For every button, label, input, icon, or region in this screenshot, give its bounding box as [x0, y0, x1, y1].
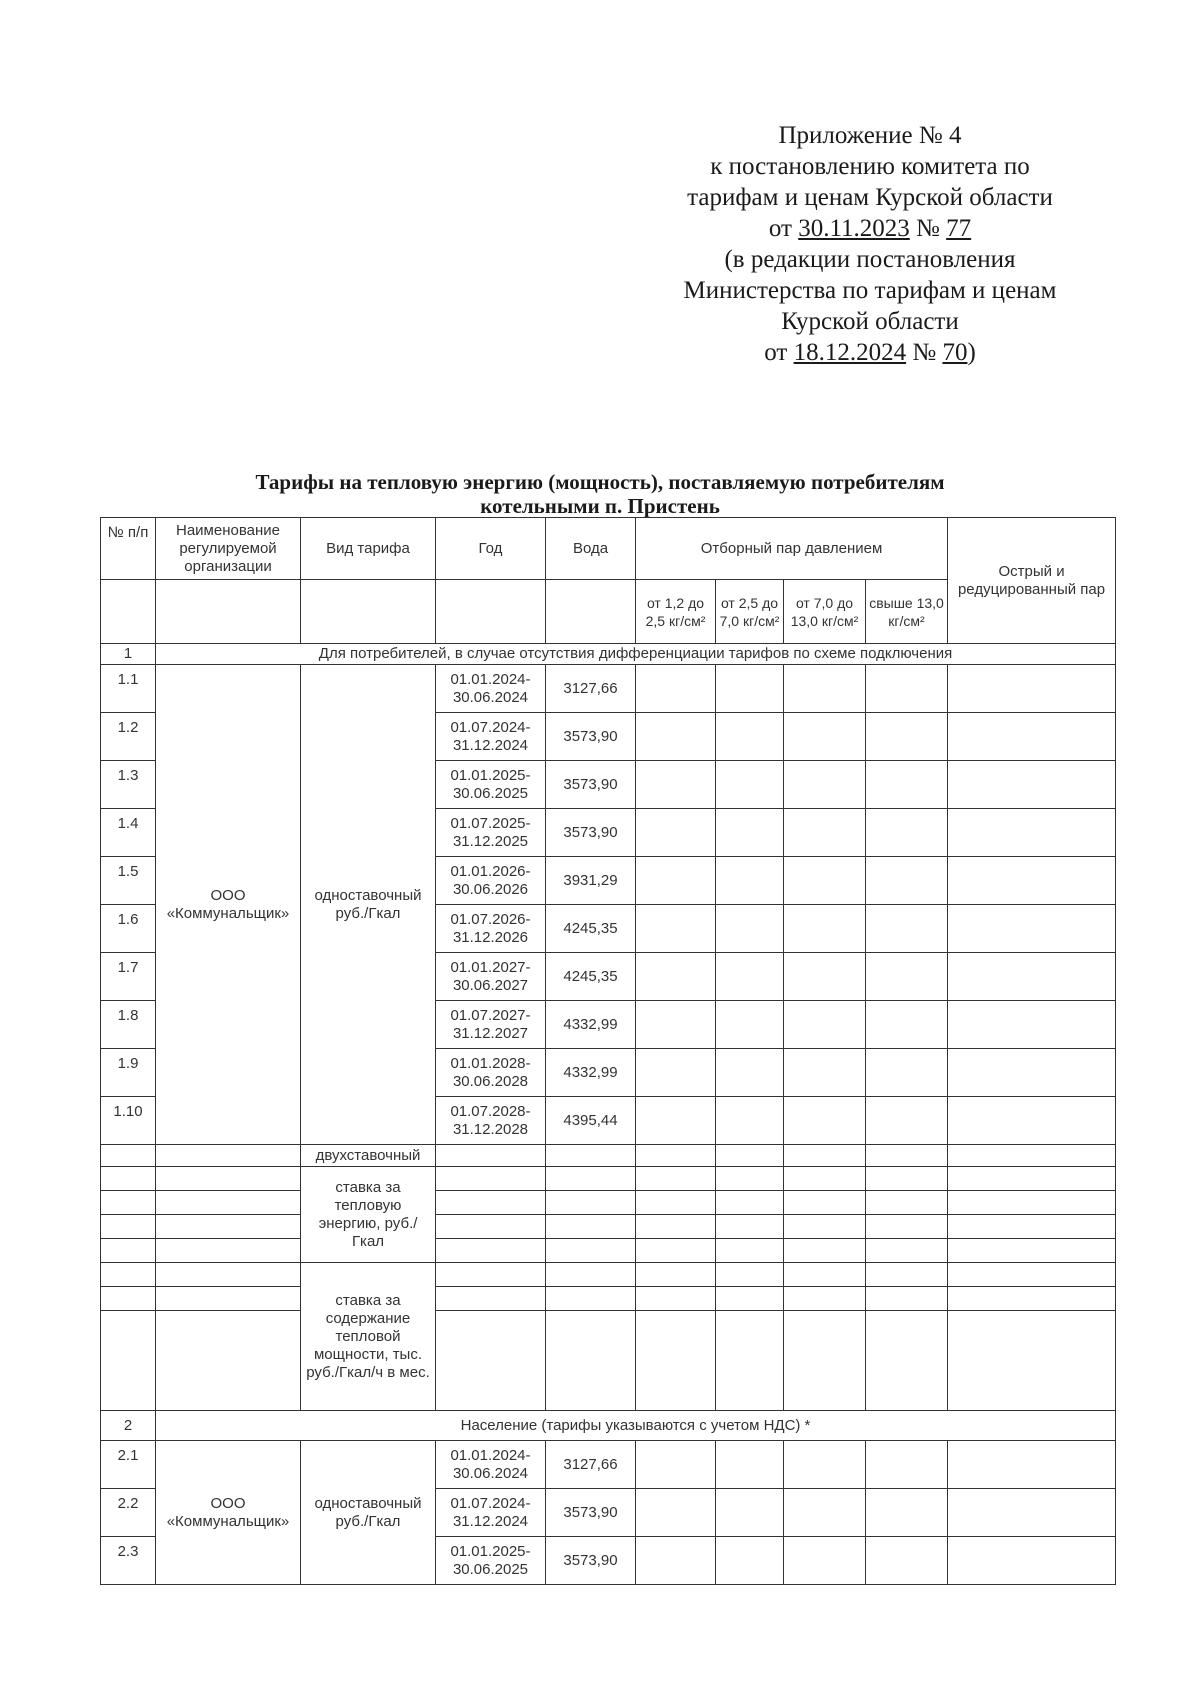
- header-pressure-4: свыше 13,0 кг/см²: [866, 580, 948, 644]
- period-end: 30.06.2025: [452, 784, 529, 802]
- empty-cell: [784, 1287, 866, 1311]
- appendix-text: №: [909, 215, 947, 242]
- empty-cell: [546, 580, 636, 644]
- period-end: 31.12.2028: [452, 1120, 529, 1138]
- empty-cell: [546, 1287, 636, 1311]
- empty-cell: [546, 1167, 636, 1191]
- empty-cell: [784, 1537, 866, 1585]
- empty-cell: [546, 1311, 636, 1411]
- period-cell: [436, 857, 546, 905]
- empty-cell: [866, 1191, 948, 1215]
- empty-cell: [866, 1049, 948, 1097]
- empty-cell: [866, 1145, 948, 1167]
- empty-cell: [716, 713, 784, 761]
- empty-cell: [156, 1191, 301, 1215]
- empty-cell: [156, 1145, 301, 1167]
- empty-cell: [436, 1311, 546, 1411]
- appendix-text: ): [967, 339, 976, 366]
- edition-number: 70: [942, 339, 968, 366]
- appendix-line: Курской области: [781, 308, 959, 335]
- empty-cell: [636, 1167, 716, 1191]
- header-pressure-1: от 1,2 до 2,5 кг/см²: [636, 580, 716, 644]
- empty-cell: [156, 1263, 301, 1287]
- row-number: 1.7: [101, 953, 156, 1001]
- period-end: 30.06.2024: [452, 688, 529, 706]
- empty-cell: [948, 1263, 1116, 1287]
- empty-cell: [546, 1263, 636, 1287]
- empty-cell: [784, 1167, 866, 1191]
- period-end: 31.12.2024: [452, 736, 529, 754]
- empty-cell: [716, 1239, 784, 1263]
- empty-cell: [546, 1215, 636, 1239]
- period-end: 30.06.2025: [452, 1560, 529, 1578]
- appendix-line: [620, 213, 1120, 244]
- empty-cell: [101, 1215, 156, 1239]
- empty-cell: [948, 1239, 1116, 1263]
- period-start: 01.01.2025-: [450, 766, 531, 784]
- appendix-line: [620, 337, 1120, 368]
- period-end: 31.12.2027: [452, 1024, 529, 1042]
- empty-cell: [436, 1239, 546, 1263]
- empty-cell: [784, 1239, 866, 1263]
- empty-cell: [716, 1097, 784, 1145]
- empty-cell: [101, 1263, 156, 1287]
- row-number: 2.1: [101, 1441, 156, 1489]
- empty-cell: [716, 665, 784, 713]
- empty-cell: [948, 809, 1116, 857]
- period-cell: [436, 1097, 546, 1145]
- empty-cell: [636, 1215, 716, 1239]
- header-year: Год: [436, 518, 546, 580]
- period-cell: [436, 953, 546, 1001]
- empty-cell: [784, 857, 866, 905]
- empty-cell: [866, 1167, 948, 1191]
- organization-name: ООО «Коммунальщик»: [156, 665, 301, 1145]
- empty-cell: [636, 1001, 716, 1049]
- period-start: 01.07.2027-: [450, 1006, 531, 1024]
- empty-cell: [101, 1311, 156, 1411]
- row-number: 1.4: [101, 809, 156, 857]
- empty-cell: [866, 713, 948, 761]
- empty-cell: [156, 1287, 301, 1311]
- empty-cell: [716, 953, 784, 1001]
- empty-cell: [716, 1489, 784, 1537]
- row-number: 1.5: [101, 857, 156, 905]
- empty-cell: [948, 1001, 1116, 1049]
- empty-cell: [948, 1167, 1116, 1191]
- section-label: Для потребителей, в случае отсутствия дифференциации тарифов по схеме подключения: [156, 644, 1116, 665]
- empty-cell: [866, 1489, 948, 1537]
- period-cell: [436, 809, 546, 857]
- period-cell: [436, 761, 546, 809]
- empty-cell: [866, 1441, 948, 1489]
- period-start: 01.01.2025-: [450, 1542, 531, 1560]
- organization-name: ООО «Коммунальщик»: [156, 1441, 301, 1585]
- period-end: 30.06.2028: [452, 1072, 529, 1090]
- empty-cell: [101, 1287, 156, 1311]
- period-end: 30.06.2024: [452, 1464, 529, 1482]
- empty-cell: [948, 857, 1116, 905]
- empty-cell: [716, 1145, 784, 1167]
- empty-cell: [636, 1311, 716, 1411]
- period-start: 01.07.2026-: [450, 910, 531, 928]
- row-number: 1.10: [101, 1097, 156, 1145]
- appendix-text: от: [768, 215, 799, 242]
- empty-cell: [436, 1215, 546, 1239]
- row-number: 2.3: [101, 1537, 156, 1585]
- empty-cell: [636, 1097, 716, 1145]
- empty-cell: [716, 1049, 784, 1097]
- period-end: 31.12.2024: [452, 1512, 529, 1530]
- empty-cell: [948, 1537, 1116, 1585]
- empty-cell: [948, 1097, 1116, 1145]
- empty-cell: [716, 1191, 784, 1215]
- empty-cell: [301, 580, 436, 644]
- empty-cell: [866, 1263, 948, 1287]
- period-end: 30.06.2027: [452, 976, 529, 994]
- row-number: 1.8: [101, 1001, 156, 1049]
- empty-cell: [156, 580, 301, 644]
- water-value: 3573,90: [546, 713, 636, 761]
- water-value: 3127,66: [546, 1441, 636, 1489]
- period-start: 01.01.2027-: [450, 958, 531, 976]
- empty-cell: [866, 953, 948, 1001]
- empty-cell: [784, 1001, 866, 1049]
- empty-cell: [716, 1001, 784, 1049]
- header-sharp-steam: Острый и редуцированный пар: [948, 518, 1116, 644]
- empty-cell: [948, 905, 1116, 953]
- capacity-rate: ставка за содержание тепловой мощности, тыс. руб./Гкал/ч в мес.: [301, 1263, 436, 1411]
- empty-cell: [948, 1049, 1116, 1097]
- empty-cell: [948, 1191, 1116, 1215]
- row-number: 1.3: [101, 761, 156, 809]
- period-start: 01.07.2025-: [450, 814, 531, 832]
- period-cell: [436, 1001, 546, 1049]
- empty-cell: [784, 1097, 866, 1145]
- water-value: 4332,99: [546, 1001, 636, 1049]
- empty-cell: [636, 857, 716, 905]
- empty-cell: [636, 1537, 716, 1585]
- period-cell: [436, 1537, 546, 1585]
- empty-cell: [636, 1191, 716, 1215]
- water-value: 3931,29: [546, 857, 636, 905]
- empty-cell: [716, 1215, 784, 1239]
- period-cell: [436, 905, 546, 953]
- empty-cell: [948, 713, 1116, 761]
- header-pressure-2: от 2,5 до 7,0 кг/см²: [716, 580, 784, 644]
- empty-cell: [636, 905, 716, 953]
- empty-cell: [636, 1287, 716, 1311]
- appendix-line: Приложение № 4: [778, 122, 962, 149]
- appendix-text: от: [764, 339, 794, 366]
- water-value: 3127,66: [546, 665, 636, 713]
- period-start: 01.01.2024-: [450, 670, 531, 688]
- empty-cell: [636, 1239, 716, 1263]
- empty-cell: [716, 1441, 784, 1489]
- resolution-number: 77: [946, 215, 972, 242]
- empty-cell: [436, 1167, 546, 1191]
- empty-cell: [866, 905, 948, 953]
- header-tariff-type: Вид тарифа: [301, 518, 436, 580]
- tariff-type: одноставочный руб./Гкал: [301, 1441, 436, 1585]
- empty-cell: [948, 1145, 1116, 1167]
- water-value: 4332,99: [546, 1049, 636, 1097]
- period-start: 01.01.2026-: [450, 862, 531, 880]
- empty-cell: [101, 1239, 156, 1263]
- empty-cell: [866, 1537, 948, 1585]
- two-part-tariff: двухставочный: [301, 1145, 436, 1167]
- empty-cell: [716, 761, 784, 809]
- empty-cell: [784, 1263, 866, 1287]
- empty-cell: [636, 761, 716, 809]
- tariff-table: [100, 517, 1116, 1585]
- empty-cell: [948, 1215, 1116, 1239]
- empty-cell: [784, 1311, 866, 1411]
- document-title: [150, 470, 1050, 518]
- empty-cell: [784, 761, 866, 809]
- empty-cell: [101, 580, 156, 644]
- empty-cell: [784, 1489, 866, 1537]
- header-num: № п/п: [101, 518, 156, 580]
- period-start: 01.01.2024-: [450, 1446, 531, 1464]
- empty-cell: [716, 857, 784, 905]
- empty-cell: [866, 857, 948, 905]
- period-cell: [436, 665, 546, 713]
- empty-cell: [716, 1537, 784, 1585]
- empty-cell: [948, 1287, 1116, 1311]
- empty-cell: [784, 1215, 866, 1239]
- empty-cell: [101, 1145, 156, 1167]
- resolution-date: 30.11.2023: [798, 215, 910, 242]
- empty-cell: [784, 713, 866, 761]
- empty-cell: [636, 713, 716, 761]
- tariff-type: одноставочный руб./Гкал: [301, 665, 436, 1145]
- water-value: 3573,90: [546, 1537, 636, 1585]
- empty-cell: [436, 1263, 546, 1287]
- empty-cell: [101, 1191, 156, 1215]
- empty-cell: [546, 1239, 636, 1263]
- header-water: Вода: [546, 518, 636, 580]
- period-end: 31.12.2025: [452, 832, 529, 850]
- empty-cell: [716, 809, 784, 857]
- empty-cell: [156, 1215, 301, 1239]
- row-number: 1.9: [101, 1049, 156, 1097]
- period-cell: [436, 1489, 546, 1537]
- appendix-line: Министерства по тарифам и ценам: [683, 277, 1057, 304]
- empty-cell: [784, 905, 866, 953]
- period-end: 30.06.2026: [452, 880, 529, 898]
- appendix-line: тарифам и ценам Курской области: [687, 184, 1053, 211]
- period-cell: [436, 713, 546, 761]
- water-value: 4395,44: [546, 1097, 636, 1145]
- header-pressure-3: от 7,0 до 13,0 кг/см²: [784, 580, 866, 644]
- empty-cell: [716, 1287, 784, 1311]
- empty-cell: [546, 1145, 636, 1167]
- empty-cell: [866, 1239, 948, 1263]
- empty-cell: [866, 1097, 948, 1145]
- empty-cell: [784, 665, 866, 713]
- water-value: 3573,90: [546, 761, 636, 809]
- empty-cell: [866, 1287, 948, 1311]
- empty-cell: [948, 665, 1116, 713]
- header-org: Наименование регулируемой организации: [156, 518, 301, 580]
- period-end: 31.12.2026: [452, 928, 529, 946]
- empty-cell: [866, 761, 948, 809]
- empty-cell: [636, 1263, 716, 1287]
- empty-cell: [156, 1167, 301, 1191]
- empty-cell: [716, 905, 784, 953]
- empty-cell: [546, 1191, 636, 1215]
- empty-cell: [156, 1311, 301, 1411]
- empty-cell: [948, 953, 1116, 1001]
- empty-cell: [436, 1287, 546, 1311]
- empty-cell: [784, 1049, 866, 1097]
- empty-cell: [866, 1001, 948, 1049]
- empty-cell: [948, 1489, 1116, 1537]
- edition-date: 18.12.2024: [793, 339, 907, 366]
- empty-cell: [101, 1167, 156, 1191]
- empty-cell: [636, 809, 716, 857]
- water-value: 4245,35: [546, 905, 636, 953]
- period-start: 01.07.2024-: [450, 1494, 531, 1512]
- appendix-line: (в редакции постановления: [724, 246, 1016, 273]
- empty-cell: [948, 1311, 1116, 1411]
- empty-cell: [436, 1191, 546, 1215]
- empty-cell: [636, 665, 716, 713]
- empty-cell: [636, 1441, 716, 1489]
- empty-cell: [948, 1441, 1116, 1489]
- empty-cell: [866, 665, 948, 713]
- empty-cell: [866, 809, 948, 857]
- water-value: 3573,90: [546, 809, 636, 857]
- row-number: 1.2: [101, 713, 156, 761]
- empty-cell: [636, 1489, 716, 1537]
- empty-cell: [948, 761, 1116, 809]
- water-value: 3573,90: [546, 1489, 636, 1537]
- title-line: котельными п. Пристень: [480, 494, 720, 518]
- row-number: 1.6: [101, 905, 156, 953]
- empty-cell: [866, 1311, 948, 1411]
- title-line: Тарифы на тепловую энергию (мощность), поставляемую потребителям: [255, 470, 945, 494]
- appendix-line: к постановлению комитета по: [710, 153, 1030, 180]
- empty-cell: [716, 1167, 784, 1191]
- period-start: 01.07.2024-: [450, 718, 531, 736]
- section-label: Население (тарифы указываются с учетом НДС) *: [156, 1411, 1116, 1441]
- empty-cell: [784, 1191, 866, 1215]
- empty-cell: [636, 1145, 716, 1167]
- header-steam: Отборный пар давлением: [636, 518, 948, 580]
- empty-cell: [784, 953, 866, 1001]
- empty-cell: [436, 580, 546, 644]
- empty-cell: [784, 1441, 866, 1489]
- empty-cell: [636, 953, 716, 1001]
- energy-rate: ставка за тепловую энергию, руб./Гкал: [301, 1167, 436, 1263]
- empty-cell: [636, 1049, 716, 1097]
- appendix-text: №: [906, 339, 943, 366]
- period-cell: [436, 1049, 546, 1097]
- empty-cell: [716, 1263, 784, 1287]
- water-value: 4245,35: [546, 953, 636, 1001]
- empty-cell: [156, 1239, 301, 1263]
- empty-cell: [866, 1215, 948, 1239]
- empty-cell: [436, 1145, 546, 1167]
- period-start: 01.07.2028-: [450, 1102, 531, 1120]
- appendix-header: [620, 120, 1120, 368]
- period-start: 01.01.2028-: [450, 1054, 531, 1072]
- section-number: 1: [101, 644, 156, 665]
- empty-cell: [716, 1311, 784, 1411]
- empty-cell: [784, 809, 866, 857]
- empty-cell: [784, 1145, 866, 1167]
- period-cell: [436, 1441, 546, 1489]
- section-number: 2: [101, 1411, 156, 1441]
- row-number: 2.2: [101, 1489, 156, 1537]
- row-number: 1.1: [101, 665, 156, 713]
